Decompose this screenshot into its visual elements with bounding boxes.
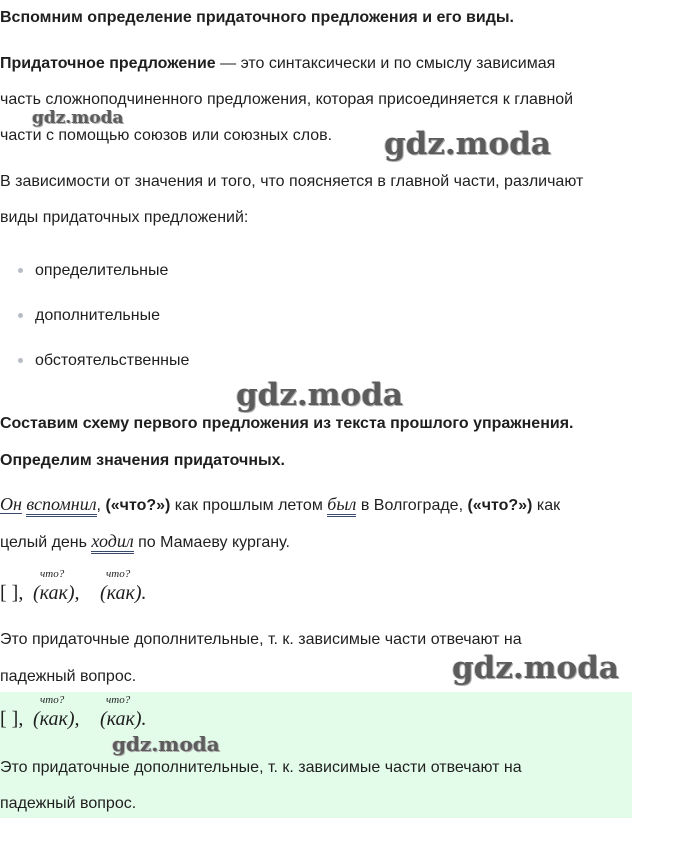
definition-line-3: части с помощью союзов или союзных слов. xyxy=(0,127,333,144)
intro-heading: Вспомним определение придаточного предложения и его виды. xyxy=(0,9,514,26)
definition-text: — это синтаксически и по смыслу зависимая xyxy=(215,55,556,72)
task-heading: Составим схему первого предложения из текста прошлого упражнения. xyxy=(0,415,574,432)
scheme-question: что? xyxy=(40,694,65,706)
sentence-scheme xyxy=(0,568,200,608)
definition-line-2: часть сложноподчиненного предложения, которая присоединяется к главной xyxy=(0,91,574,108)
sentence-text: в Волгограде, xyxy=(356,497,468,514)
comma: , xyxy=(96,497,101,514)
scheme-question: что? xyxy=(40,568,65,580)
scheme-main-clause: [ ], xyxy=(0,582,24,604)
watermark: gdz.moda xyxy=(236,377,403,413)
subject-word: Он xyxy=(0,494,22,514)
sentence-text: целый день xyxy=(0,534,92,551)
predicate-word: был xyxy=(327,494,356,517)
watermark: gdz.moda xyxy=(452,650,619,686)
sentence-line-2 xyxy=(0,531,290,553)
list-item: дополнительные xyxy=(35,307,160,324)
scheme-question: что? xyxy=(106,694,131,706)
conclusion-line-2: падежный вопрос. xyxy=(0,668,137,685)
list-item: определительные xyxy=(35,262,169,279)
definition-line-1 xyxy=(0,54,555,74)
watermark: gdz.moda xyxy=(112,732,220,756)
predicate-word: ходил xyxy=(91,531,133,554)
scheme-clause: (как), xyxy=(33,582,80,604)
watermark: gdz.moda xyxy=(384,126,551,162)
scheme-question: что? xyxy=(106,568,131,580)
scheme-clause: (как). xyxy=(100,708,147,730)
watermark: gdz.moda xyxy=(32,108,124,128)
types-intro-line-1: В зависимости от значения и того, что поясняется в главной части, различают xyxy=(0,173,584,190)
answer-line-1: Это придаточные дополнительные, т. к. зависимые части отвечают на xyxy=(0,759,522,776)
sentence-text: по Мамаеву кургану. xyxy=(133,534,290,551)
definition-term: Придаточное предложение xyxy=(0,55,216,72)
predicate-word: вспомнил xyxy=(26,494,96,517)
scheme-clause: (как), xyxy=(33,708,80,730)
bullet-icon xyxy=(18,268,23,273)
scheme-clause: (как). xyxy=(100,582,147,604)
types-intro-line-2: виды придаточных предложений: xyxy=(0,209,249,226)
bullet-icon xyxy=(18,313,23,318)
question-label: («что?») xyxy=(101,497,171,514)
bullet-icon xyxy=(18,358,23,363)
answer-scheme xyxy=(0,694,200,734)
sentence-line-1 xyxy=(0,494,560,516)
sentence-text: как прошлым летом xyxy=(170,497,328,514)
question-label: («что?») xyxy=(467,497,533,514)
task-subheading: Определим значения придаточных. xyxy=(0,452,285,469)
sentence-text: как xyxy=(532,497,561,514)
list-item: обстоятельственные xyxy=(35,352,190,369)
scheme-main-clause: [ ], xyxy=(0,708,24,730)
answer-line-2: падежный вопрос. xyxy=(0,795,137,812)
conclusion-line-1: Это придаточные дополнительные, т. к. зависимые части отвечают на xyxy=(0,631,522,648)
